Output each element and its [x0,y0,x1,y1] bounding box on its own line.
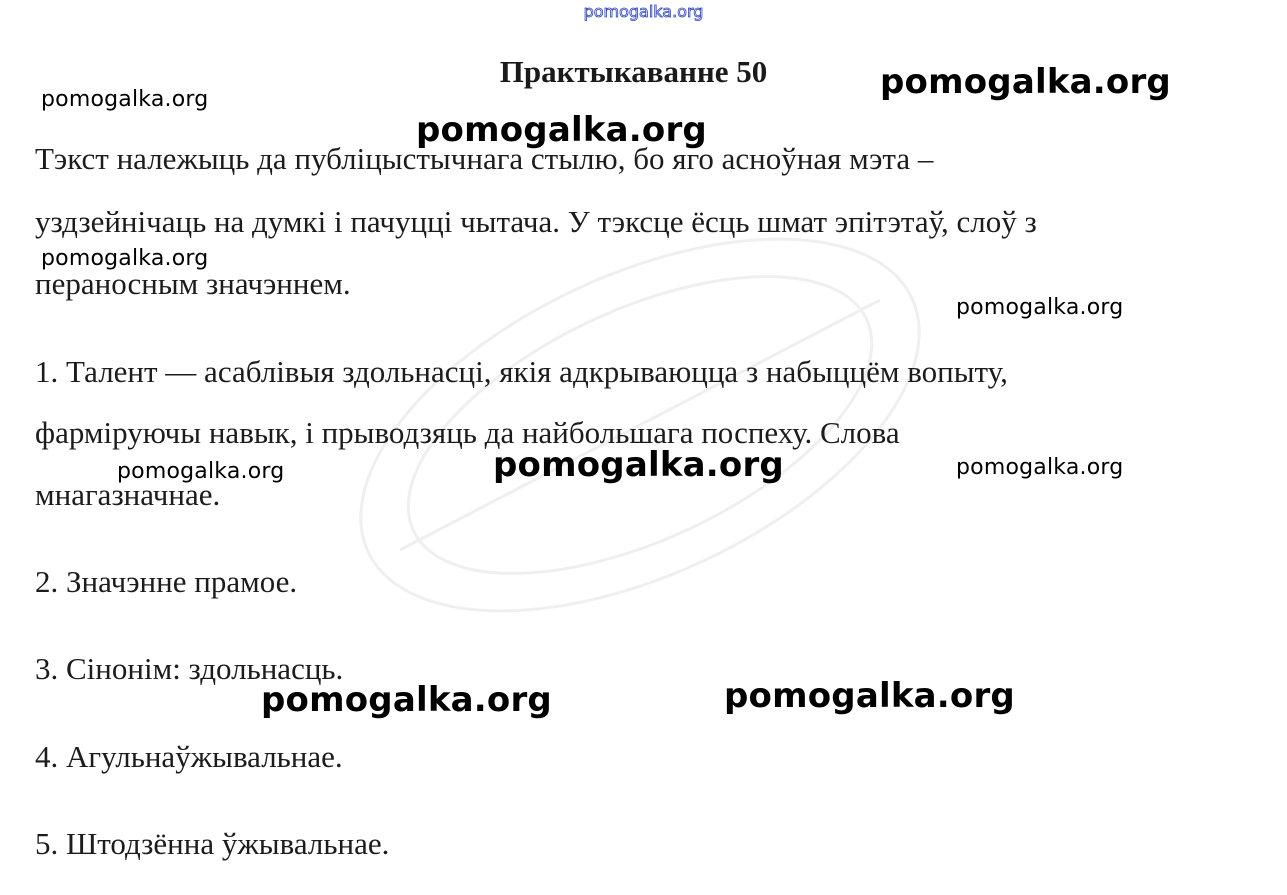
text-line-2: уздзейнічаць на думкі і пачуцці чытача. У тэксце ёсць шмат эпітэтаў, слоў з [35,204,1037,239]
page-title: Практыкаванне 50 [499,54,768,89]
list-item-2: 2. Значэнне прамое. [35,564,298,599]
watermark: pomogalka.org [956,455,1124,480]
watermark: pomogalka.org [724,676,1015,716]
watermark: pomogalka.org [416,110,707,150]
list-item-3: 3. Сінонім: здольнасць. [35,651,344,686]
text-line-1: Тэкст належыць да публіцыстычнага стылю, бо яго асноўная мэта – [35,141,934,176]
text-line-3: пераносным значэннем. [35,266,351,301]
watermark: pomogalka.org [493,445,784,485]
list-item-1: 1. Талент — асаблівыя здольнасці, якія адкрываюцца з набыццём вопыту, [35,354,1008,389]
top-watermark: pomogalka.org [583,2,704,21]
watermark: pomogalka.org [41,246,209,271]
watermark: pomogalka.org [261,680,552,720]
watermark: pomogalka.org [880,62,1171,102]
watermark: pomogalka.org [41,87,209,112]
list-item-5: 5. Штодзённа ўжывальнае. [35,826,390,861]
list-item-1-cont: фарміруючы навык, і прыводзяць да найбольшага поспеху. Слова [35,415,900,450]
list-item-4: 4. Агульнаўжывальнае. [35,739,343,774]
watermark: pomogalka.org [956,295,1124,320]
watermark: pomogalka.org [117,459,285,484]
list-item-1-cont-2: мнагазначнае. [35,477,221,512]
